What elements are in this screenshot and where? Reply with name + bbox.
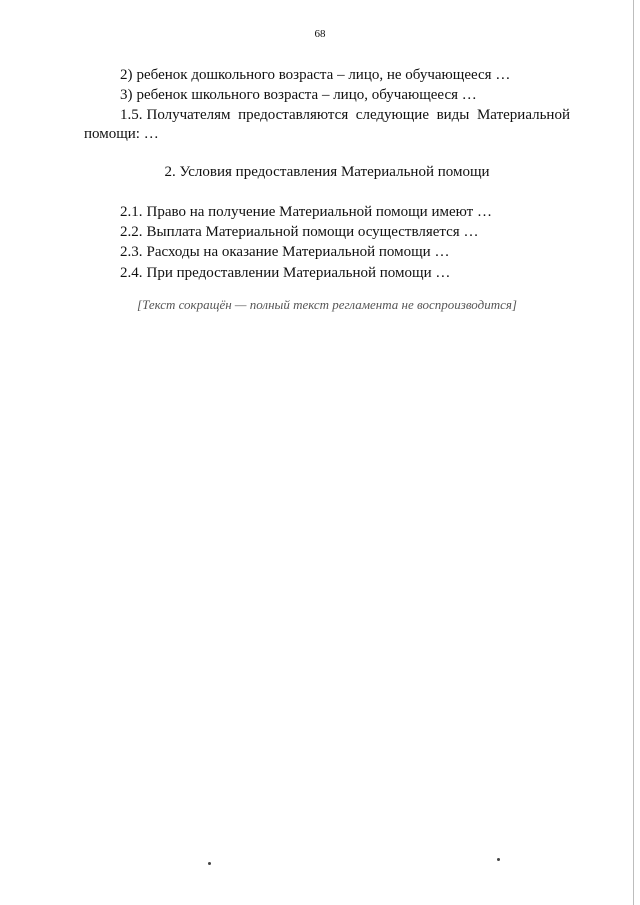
document-body (84, 66, 570, 314)
intro-item-text: ребенок дошкольного возраста – лицо, не обучающееся … (136, 67, 511, 83)
clause-number: 2.3. (120, 244, 143, 261)
clause-number: 2.1. (120, 204, 143, 221)
section-2-heading: 2. Условия предоставления Материальной помощи (164, 163, 490, 180)
clause-text: Право на получение Материальной помощи имеют … (146, 204, 492, 221)
scan-speck (497, 858, 500, 861)
clause-number: 2.4. (120, 264, 143, 281)
clause-2-2 (84, 223, 570, 241)
intro-item-text: ребенок школьного возраста – лицо, обучающееся … (136, 87, 477, 104)
clause-number: 2.2. (120, 224, 143, 241)
omission-note: [Текст сокращён — полный текст регламента не воспроизводится] (137, 296, 517, 312)
intro-item-3 (84, 86, 570, 104)
clause-text: Выплата Материальной помощи осуществляется … (146, 224, 479, 241)
page-number: 68 (314, 28, 326, 40)
clause-2-4 (84, 264, 570, 282)
intro-item-number: 2) (120, 67, 133, 83)
clause-1-5 (84, 106, 570, 142)
clause-2-1 (84, 203, 570, 221)
intro-item-number: 3) (120, 87, 133, 104)
clause-text: Получателям предоставляются следующие виды Материальной помощи: … (84, 107, 570, 142)
scan-edge (633, 0, 634, 905)
scan-speck (208, 862, 211, 865)
intro-item-2 (84, 66, 570, 84)
clause-text: При предоставлении Материальной помощи … (146, 264, 451, 281)
clause-2-3 (84, 243, 570, 261)
clause-text: Расходы на оказание Материальной помощи … (146, 244, 450, 261)
clause-number: 1.5. (120, 107, 143, 124)
